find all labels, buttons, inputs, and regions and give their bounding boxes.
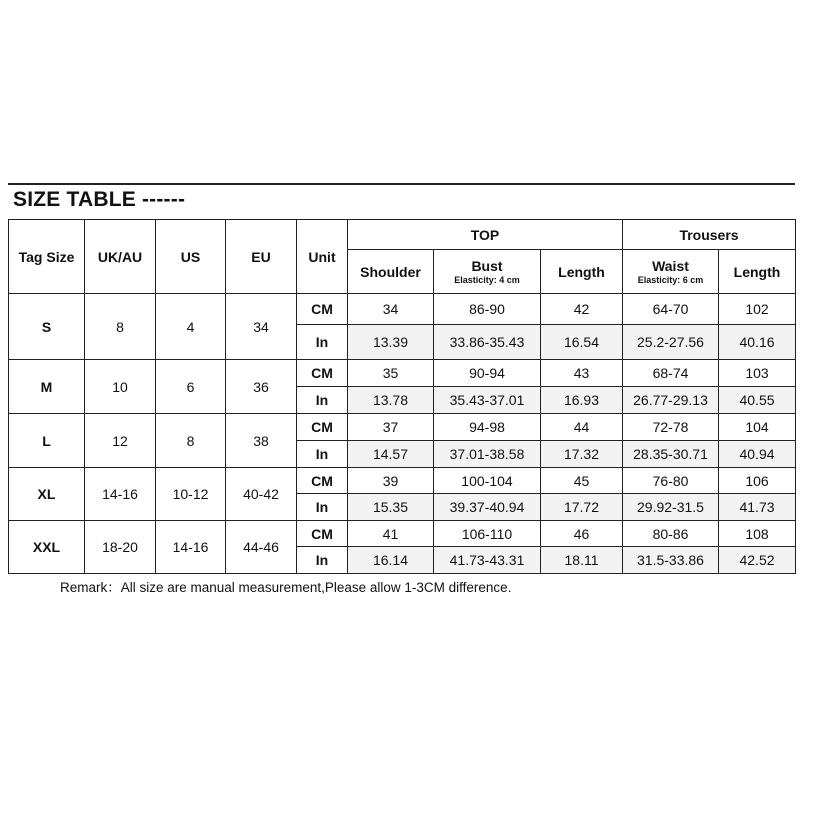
trousers-length-cell: 40.16: [719, 325, 796, 360]
bust-cell: 41.73-43.31: [434, 547, 541, 574]
top-length-cell: 18.11: [541, 547, 623, 574]
unit-cell: CM: [297, 521, 348, 547]
unit-cell: CM: [297, 294, 348, 325]
trousers-length-cell: 40.94: [719, 441, 796, 468]
waist-cell: 25.2-27.56: [623, 325, 719, 360]
header-trousers-length: Length: [719, 250, 796, 294]
unit-cell: CM: [297, 360, 348, 387]
us-cell: 10-12: [156, 468, 226, 521]
header-bust: [434, 250, 541, 294]
trousers-length-cell: 103: [719, 360, 796, 387]
eu-cell: 38: [226, 414, 297, 468]
uk-au-cell: 18-20: [85, 521, 156, 574]
table-row: [9, 468, 796, 494]
waist-cell: 72-78: [623, 414, 719, 441]
us-cell: 14-16: [156, 521, 226, 574]
shoulder-cell: 35: [348, 360, 434, 387]
shoulder-cell: 39: [348, 468, 434, 494]
tag-size-cell: XL: [9, 468, 85, 521]
unit-cell: CM: [297, 414, 348, 441]
bust-cell: 86-90: [434, 294, 541, 325]
top-length-cell: 16.93: [541, 387, 623, 414]
unit-cell: In: [297, 325, 348, 360]
shoulder-cell: 13.78: [348, 387, 434, 414]
trousers-length-cell: 102: [719, 294, 796, 325]
bust-cell: 39.37-40.94: [434, 494, 541, 521]
uk-au-cell: 12: [85, 414, 156, 468]
bust-cell: 106-110: [434, 521, 541, 547]
table-row: [9, 414, 796, 441]
eu-cell: 34: [226, 294, 297, 360]
top-length-cell: 43: [541, 360, 623, 387]
header-uk-au: UK/AU: [85, 220, 156, 294]
waist-cell: 28.35-30.71: [623, 441, 719, 468]
top-length-cell: 42: [541, 294, 623, 325]
header-us: US: [156, 220, 226, 294]
size-table: [8, 219, 796, 574]
uk-au-cell: 14-16: [85, 468, 156, 521]
unit-cell: In: [297, 547, 348, 574]
trousers-length-cell: 104: [719, 414, 796, 441]
waist-cell: 29.92-31.5: [623, 494, 719, 521]
header-top-length: Length: [541, 250, 623, 294]
top-length-cell: 46: [541, 521, 623, 547]
trousers-length-cell: 40.55: [719, 387, 796, 414]
waist-elasticity-note: Elasticity: 6 cm: [637, 274, 704, 285]
tag-size-cell: XXL: [9, 521, 85, 574]
shoulder-cell: 14.57: [348, 441, 434, 468]
unit-cell: In: [297, 387, 348, 414]
bust-cell: 90-94: [434, 360, 541, 387]
header-trousers: Trousers: [623, 220, 796, 250]
waist-cell: 26.77-29.13: [623, 387, 719, 414]
unit-cell: In: [297, 494, 348, 521]
shoulder-cell: 37: [348, 414, 434, 441]
shoulder-cell: 41: [348, 521, 434, 547]
bust-elasticity-note: Elasticity: 4 cm: [454, 274, 520, 285]
shoulder-cell: 16.14: [348, 547, 434, 574]
header-top: TOP: [348, 220, 623, 250]
top-length-cell: 44: [541, 414, 623, 441]
bust-cell: 100-104: [434, 468, 541, 494]
trousers-length-cell: 42.52: [719, 547, 796, 574]
shoulder-cell: 13.39: [348, 325, 434, 360]
table-row: [9, 521, 796, 547]
top-length-cell: 17.72: [541, 494, 623, 521]
waist-label: Waist: [652, 257, 689, 274]
tag-size-cell: M: [9, 360, 85, 414]
header-tag-size: Tag Size: [9, 220, 85, 294]
title-rule: [8, 183, 795, 185]
waist-cell: 76-80: [623, 468, 719, 494]
table-row: [9, 294, 796, 325]
header-eu: EU: [226, 220, 297, 294]
trousers-length-cell: 106: [719, 468, 796, 494]
trousers-length-cell: 41.73: [719, 494, 796, 521]
bust-cell: 35.43-37.01: [434, 387, 541, 414]
shoulder-cell: 34: [348, 294, 434, 325]
header-shoulder: Shoulder: [348, 250, 434, 294]
bust-label: Bust: [471, 257, 503, 274]
waist-cell: 64-70: [623, 294, 719, 325]
tag-size-cell: S: [9, 294, 85, 360]
page-title: SIZE TABLE ------: [13, 188, 186, 211]
eu-cell: 36: [226, 360, 297, 414]
uk-au-cell: 8: [85, 294, 156, 360]
eu-cell: 40-42: [226, 468, 297, 521]
header-waist: [623, 250, 719, 294]
uk-au-cell: 10: [85, 360, 156, 414]
waist-cell: 80-86: [623, 521, 719, 547]
waist-cell: 68-74: [623, 360, 719, 387]
bust-cell: 37.01-38.58: [434, 441, 541, 468]
top-length-cell: 17.32: [541, 441, 623, 468]
top-length-cell: 45: [541, 468, 623, 494]
eu-cell: 44-46: [226, 521, 297, 574]
us-cell: 6: [156, 360, 226, 414]
header-unit: Unit: [297, 220, 348, 294]
waist-cell: 31.5-33.86: [623, 547, 719, 574]
trousers-length-cell: 108: [719, 521, 796, 547]
shoulder-cell: 15.35: [348, 494, 434, 521]
unit-cell: In: [297, 441, 348, 468]
top-length-cell: 16.54: [541, 325, 623, 360]
us-cell: 4: [156, 294, 226, 360]
bust-cell: 33.86-35.43: [434, 325, 541, 360]
header-row-groups: [9, 220, 796, 250]
tag-size-cell: L: [9, 414, 85, 468]
unit-cell: CM: [297, 468, 348, 494]
table-row: [9, 360, 796, 387]
us-cell: 8: [156, 414, 226, 468]
bust-cell: 94-98: [434, 414, 541, 441]
remark-note: Remark：All size are manual measurement,Please allow 1-3CM difference.: [60, 580, 512, 595]
